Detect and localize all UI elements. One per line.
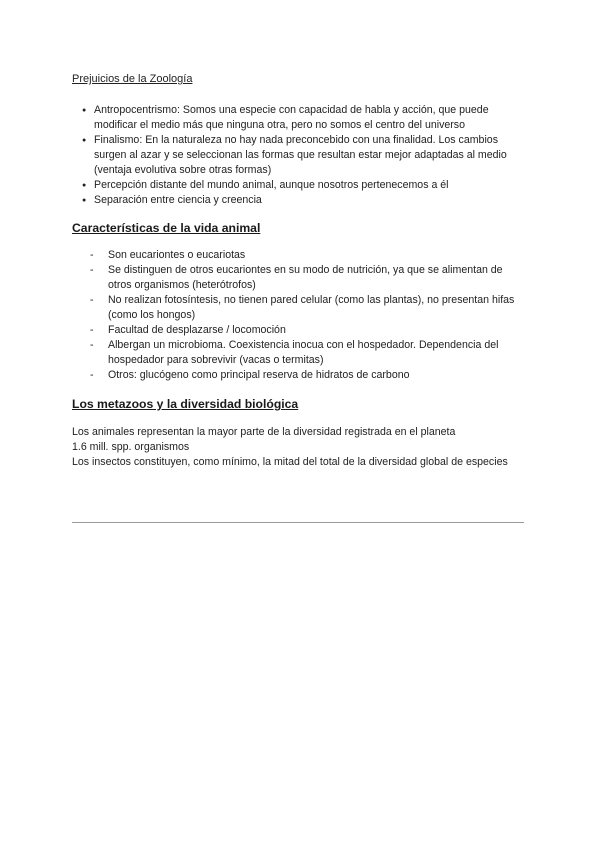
- list-item: - Otros: glucógeno como principal reserva de hidratos de carbono: [72, 368, 528, 383]
- prejuicios-list: [72, 103, 528, 208]
- horizontal-rule: [72, 522, 524, 523]
- list-item: - Albergan un microbioma. Coexistencia inocua con el hospedador. Dependencia del hospedador para sobrevivir (vacas o termitas): [72, 338, 528, 368]
- list-item: - Se distinguen de otros eucariontes en su modo de nutrición, ya que se alimentan de otros organismos (heterótrofos): [72, 263, 528, 293]
- section-heading-metazoos: Los metazoos y la diversidad biológica: [72, 397, 299, 411]
- list-item: ● Finalismo: En la naturaleza no hay nada preconcebido con una finalidad. Los cambios surgen al azar y se seleccionan las formas que resultan estar mejor adaptadas al medio (ventaja evolutiva sobre otras formas): [72, 133, 528, 178]
- paragraph: Los insectos constituyen, como mínimo, la mitad del total de la diversidad global de especies: [72, 456, 508, 468]
- metazoos-text: [72, 425, 528, 470]
- section-heading-caracteristicas: Características de la vida animal: [72, 221, 261, 235]
- list-item: - Son eucariontes o eucariotas: [72, 248, 528, 263]
- list-item: ● Separación entre ciencia y creencia: [72, 193, 528, 208]
- caracteristicas-list: [72, 248, 528, 383]
- section-title-prejuicios: Prejuicios de la Zoología: [72, 73, 193, 85]
- document-page: [72, 72, 528, 470]
- list-item: ● Antropocentrismo: Somos una especie con capacidad de habla y acción, que puede modificar el medio más que ninguna otra, pero no somos el centro del universo: [72, 103, 528, 133]
- paragraph: Los animales representan la mayor parte de la diversidad registrada en el planeta: [72, 426, 456, 438]
- paragraph: 1.6 mill. spp. organismos: [72, 441, 190, 453]
- list-item: ● Percepción distante del mundo animal, aunque nosotros pertenecemos a él: [72, 178, 528, 193]
- list-item: - Facultad de desplazarse / locomoción: [72, 323, 528, 338]
- list-item: - No realizan fotosíntesis, no tienen pared celular (como las plantas), no presentan hifas (como los hongos): [72, 293, 528, 323]
